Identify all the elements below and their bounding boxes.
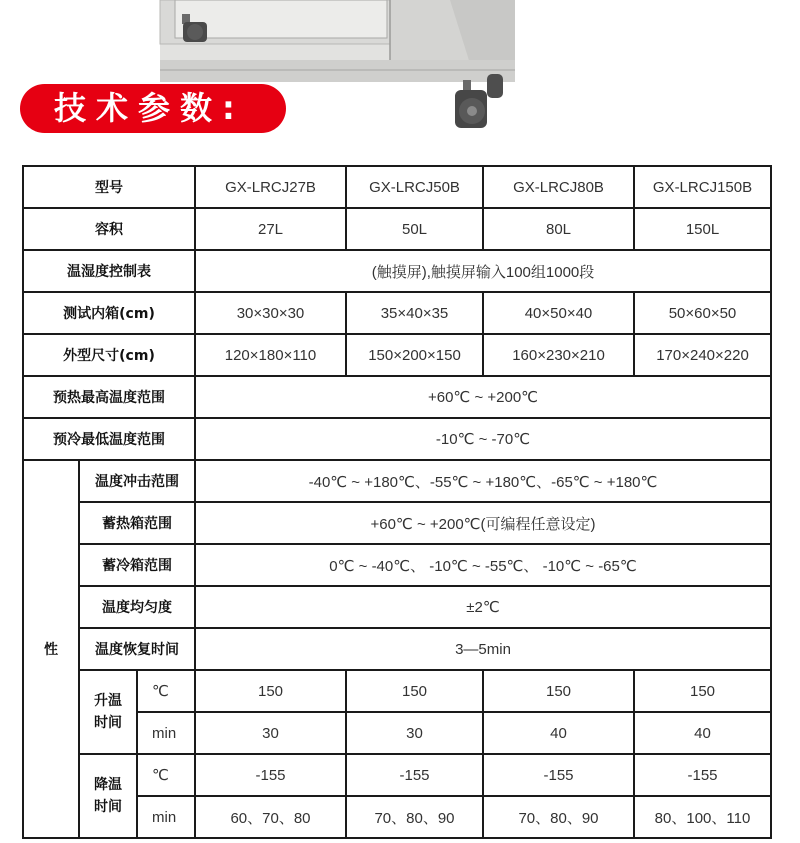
heating-min-cell: 40 [483, 712, 634, 754]
row-label-heat-storage: 蓄热箱范围 [79, 502, 195, 544]
table-row [23, 208, 771, 250]
outer-size-cell: 150×200×150 [346, 334, 483, 376]
table-row [23, 292, 771, 334]
heating-min-cell: 40 [634, 712, 771, 754]
table-row [23, 754, 771, 796]
table-row [23, 628, 771, 670]
table-row [23, 670, 771, 712]
heating-min-cell: 30 [195, 712, 346, 754]
cooling-label-line1: 降温 [94, 777, 122, 793]
row-label-uniformity: 温度均匀度 [79, 586, 195, 628]
cooling-min-cell: 70、80、90 [346, 796, 483, 838]
cooling-temp-cell: -155 [346, 754, 483, 796]
performance-label: 性 [23, 460, 79, 838]
heating-temp-cell: 150 [195, 670, 346, 712]
row-label-cold-storage: 蓄冷箱范围 [79, 544, 195, 586]
cooling-unit-celsius: ℃ [137, 754, 195, 796]
cooling-temp-cell: -155 [483, 754, 634, 796]
outer-size-cell: 120×180×110 [195, 334, 346, 376]
outer-size-cell: 170×240×220 [634, 334, 771, 376]
row-label-precool: 预冷最低温度范围 [23, 418, 195, 460]
heating-temp-cell: 150 [483, 670, 634, 712]
volume-cell: 50L [346, 208, 483, 250]
row-label-cooling-time [79, 754, 137, 838]
cooling-unit-min: min [137, 796, 195, 838]
row-label-recovery-time: 温度恢复时间 [79, 628, 195, 670]
uniformity-value: ±2℃ [195, 586, 771, 628]
model-cell: GX-LRCJ50B [346, 166, 483, 208]
controller-value: (触摸屏),触摸屏输入100组1000段 [195, 250, 771, 292]
section-banner: 技术参数: [20, 84, 286, 133]
row-label-inner-size: 测试内箱(cm) [23, 292, 195, 334]
row-label-heating-time [79, 670, 137, 754]
table-row [23, 502, 771, 544]
heating-unit-min: min [137, 712, 195, 754]
model-cell: GX-LRCJ27B [195, 166, 346, 208]
row-label-model: 型号 [23, 166, 195, 208]
inner-size-cell: 50×60×50 [634, 292, 771, 334]
table-row [23, 418, 771, 460]
heating-temp-cell: 150 [346, 670, 483, 712]
outer-size-cell: 160×230×210 [483, 334, 634, 376]
model-cell: GX-LRCJ80B [483, 166, 634, 208]
heat-storage-value: +60℃ ~ +200℃(可编程任意设定) [195, 502, 771, 544]
cooling-temp-cell: -155 [195, 754, 346, 796]
model-cell: GX-LRCJ150B [634, 166, 771, 208]
inner-size-cell: 40×50×40 [483, 292, 634, 334]
cooling-label-line2: 时间 [94, 799, 122, 815]
cooling-min-cell: 70、80、90 [483, 796, 634, 838]
spec-table [22, 165, 772, 839]
table-row [23, 334, 771, 376]
cooling-min-cell: 80、100、110 [634, 796, 771, 838]
row-label-preheat: 预热最高温度范围 [23, 376, 195, 418]
volume-cell: 27L [195, 208, 346, 250]
table-row [23, 586, 771, 628]
volume-cell: 80L [483, 208, 634, 250]
row-label-shock-range: 温度冲击范围 [79, 460, 195, 502]
cooling-temp-cell: -155 [634, 754, 771, 796]
heating-min-cell: 30 [346, 712, 483, 754]
inner-size-cell: 30×30×30 [195, 292, 346, 334]
table-row [23, 166, 771, 208]
heating-label-line1: 升温 [94, 693, 122, 709]
cooling-min-cell: 60、70、80 [195, 796, 346, 838]
cold-storage-value: 0℃ ~ -40℃、 -10℃ ~ -55℃、 -10℃ ~ -65℃ [195, 544, 771, 586]
recovery-time-value: 3—5min [195, 628, 771, 670]
inner-size-cell: 35×40×35 [346, 292, 483, 334]
row-label-outer-size: 外型尺寸(cm) [23, 334, 195, 376]
precool-value: -10℃ ~ -70℃ [195, 418, 771, 460]
heating-unit-celsius: ℃ [137, 670, 195, 712]
table-row [23, 544, 771, 586]
preheat-value: +60℃ ~ +200℃ [195, 376, 771, 418]
row-label-volume: 容积 [23, 208, 195, 250]
shock-range-value: -40℃ ~ +180℃、-55℃ ~ +180℃、-65℃ ~ +180℃ [195, 460, 771, 502]
heating-temp-cell: 150 [634, 670, 771, 712]
row-label-controller: 温湿度控制表 [23, 250, 195, 292]
heating-label-line2: 时间 [94, 715, 122, 731]
volume-cell: 150L [634, 208, 771, 250]
table-row [23, 376, 771, 418]
table-row [23, 460, 771, 502]
table-row [23, 250, 771, 292]
